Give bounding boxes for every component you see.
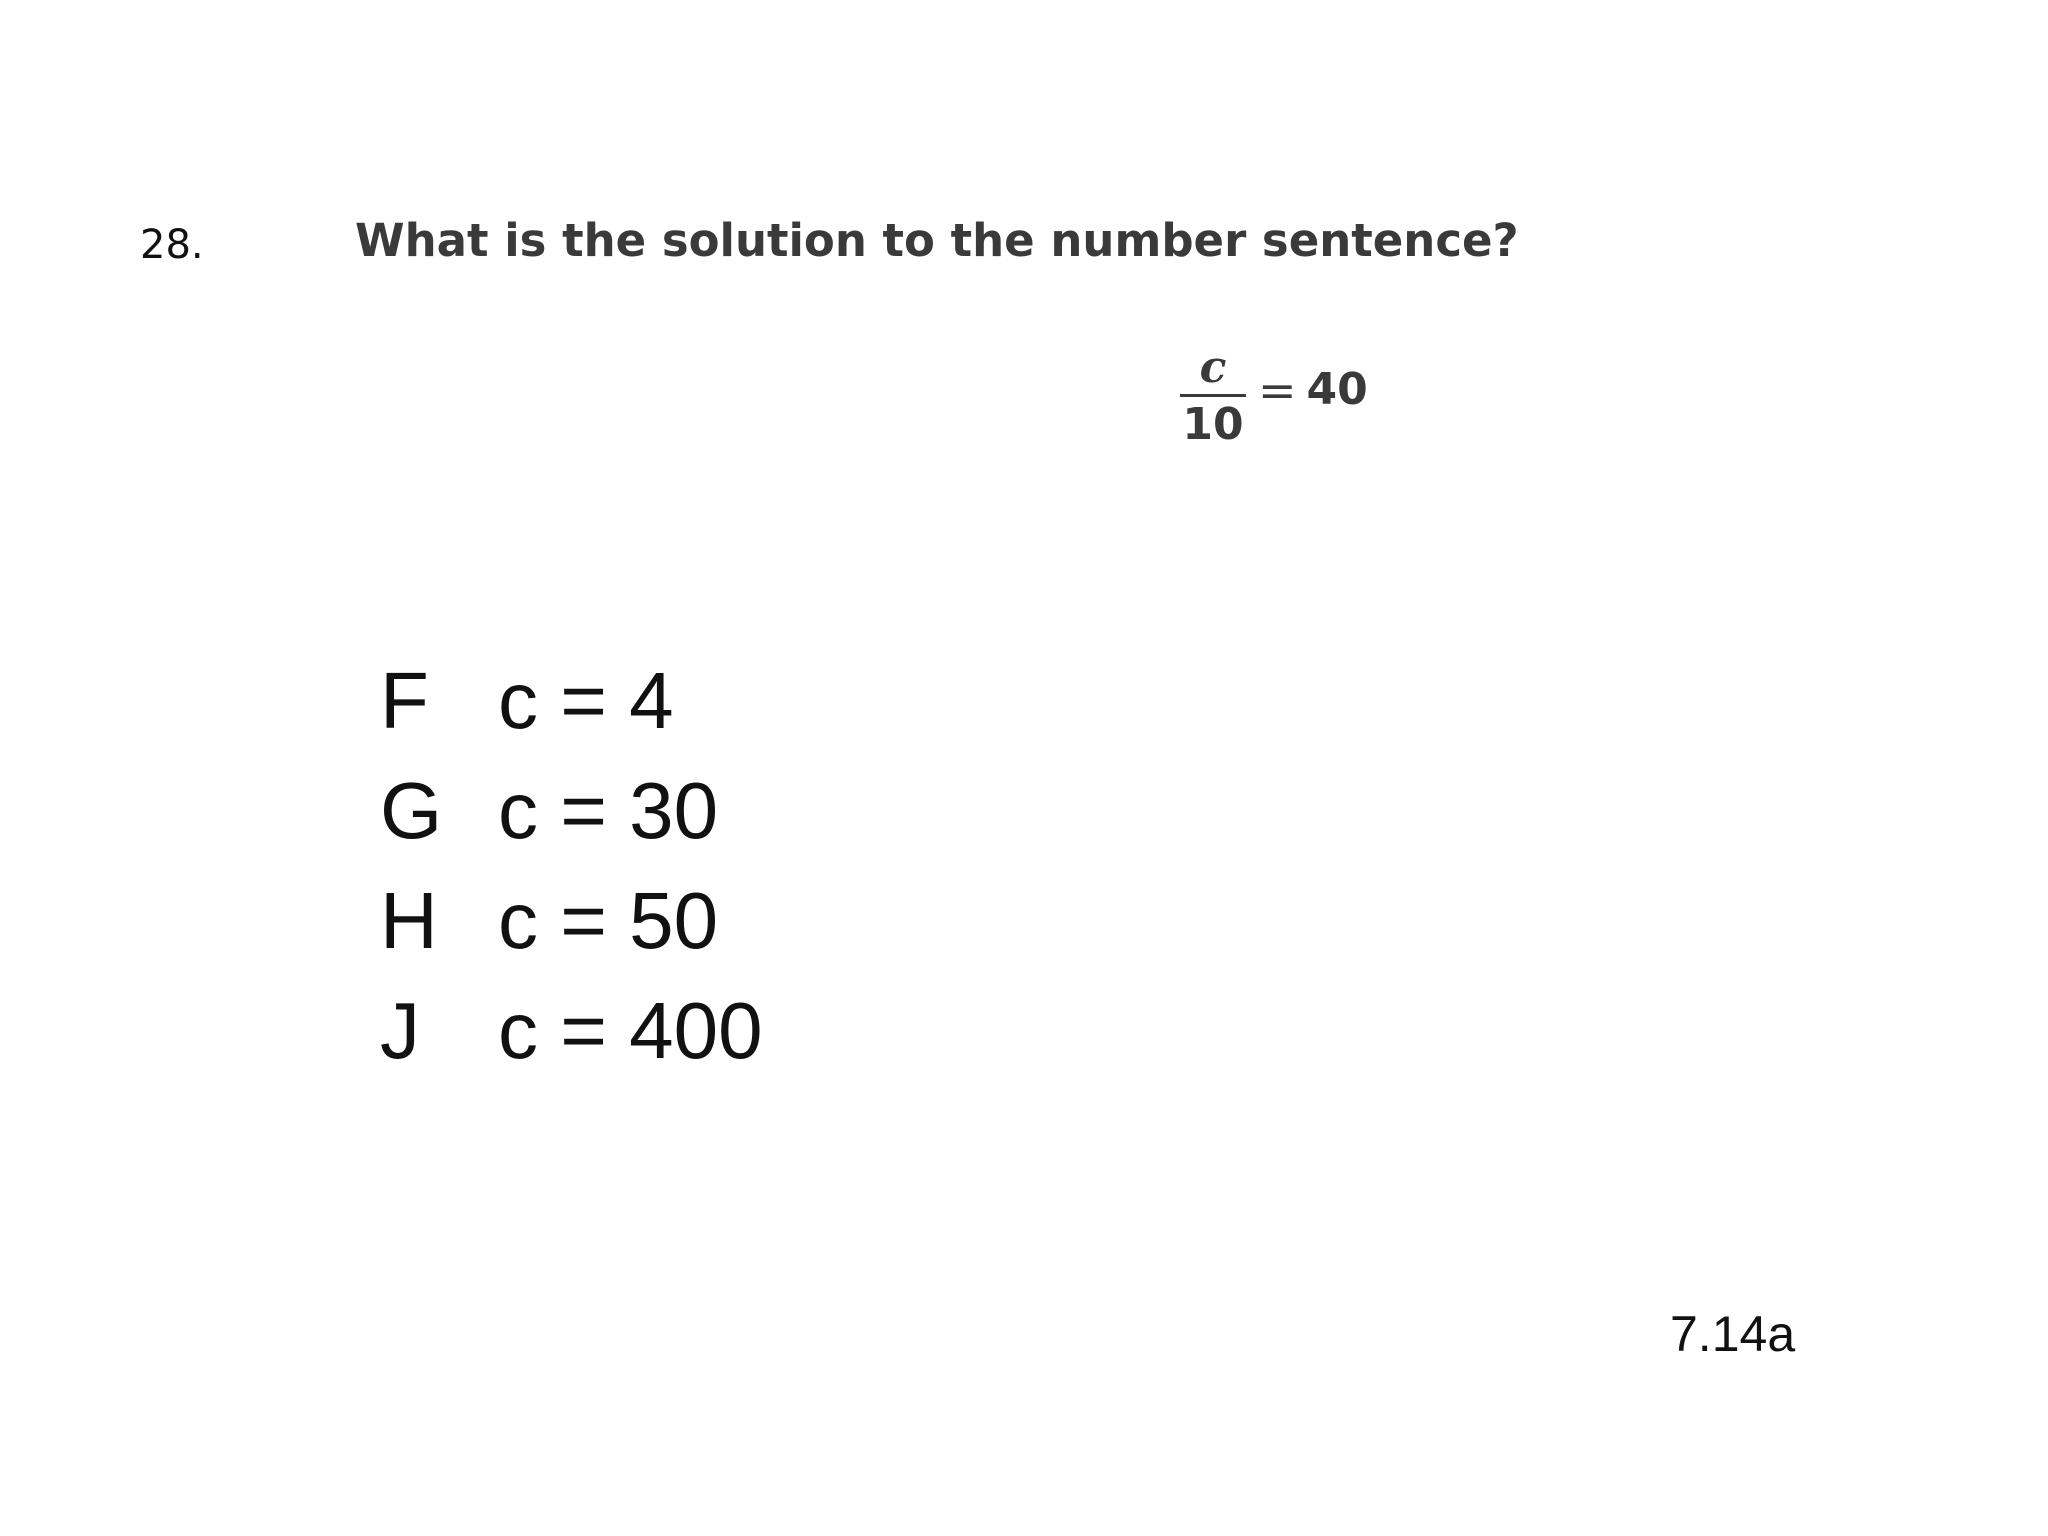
answer-choices — [380, 655, 763, 1095]
choice-f[interactable] — [380, 655, 763, 765]
choice-letter: F — [380, 656, 429, 745]
choice-letter: J — [380, 986, 420, 1075]
choice-text: c = 400 — [498, 986, 763, 1075]
standard-code: 7.14a — [1670, 1306, 1796, 1362]
fraction — [1180, 342, 1246, 453]
choice-letter: G — [380, 766, 443, 855]
choice-j[interactable] — [380, 985, 763, 1095]
choice-g[interactable] — [380, 765, 763, 875]
question-text: What is the solution to the number sentence? — [355, 214, 1519, 267]
question-number: 28. — [140, 222, 204, 268]
equation — [1180, 342, 1368, 453]
equals-sign: = — [1258, 362, 1297, 417]
equation-rhs: 40 — [1306, 364, 1368, 415]
choice-text: c = 50 — [498, 876, 719, 965]
choice-h[interactable] — [380, 875, 763, 985]
fraction-numerator: c — [1199, 342, 1227, 393]
choice-letter: H — [380, 876, 438, 965]
choice-text: c = 4 — [498, 656, 674, 745]
choice-text: c = 30 — [498, 766, 719, 855]
fraction-denominator: 10 — [1182, 399, 1244, 450]
